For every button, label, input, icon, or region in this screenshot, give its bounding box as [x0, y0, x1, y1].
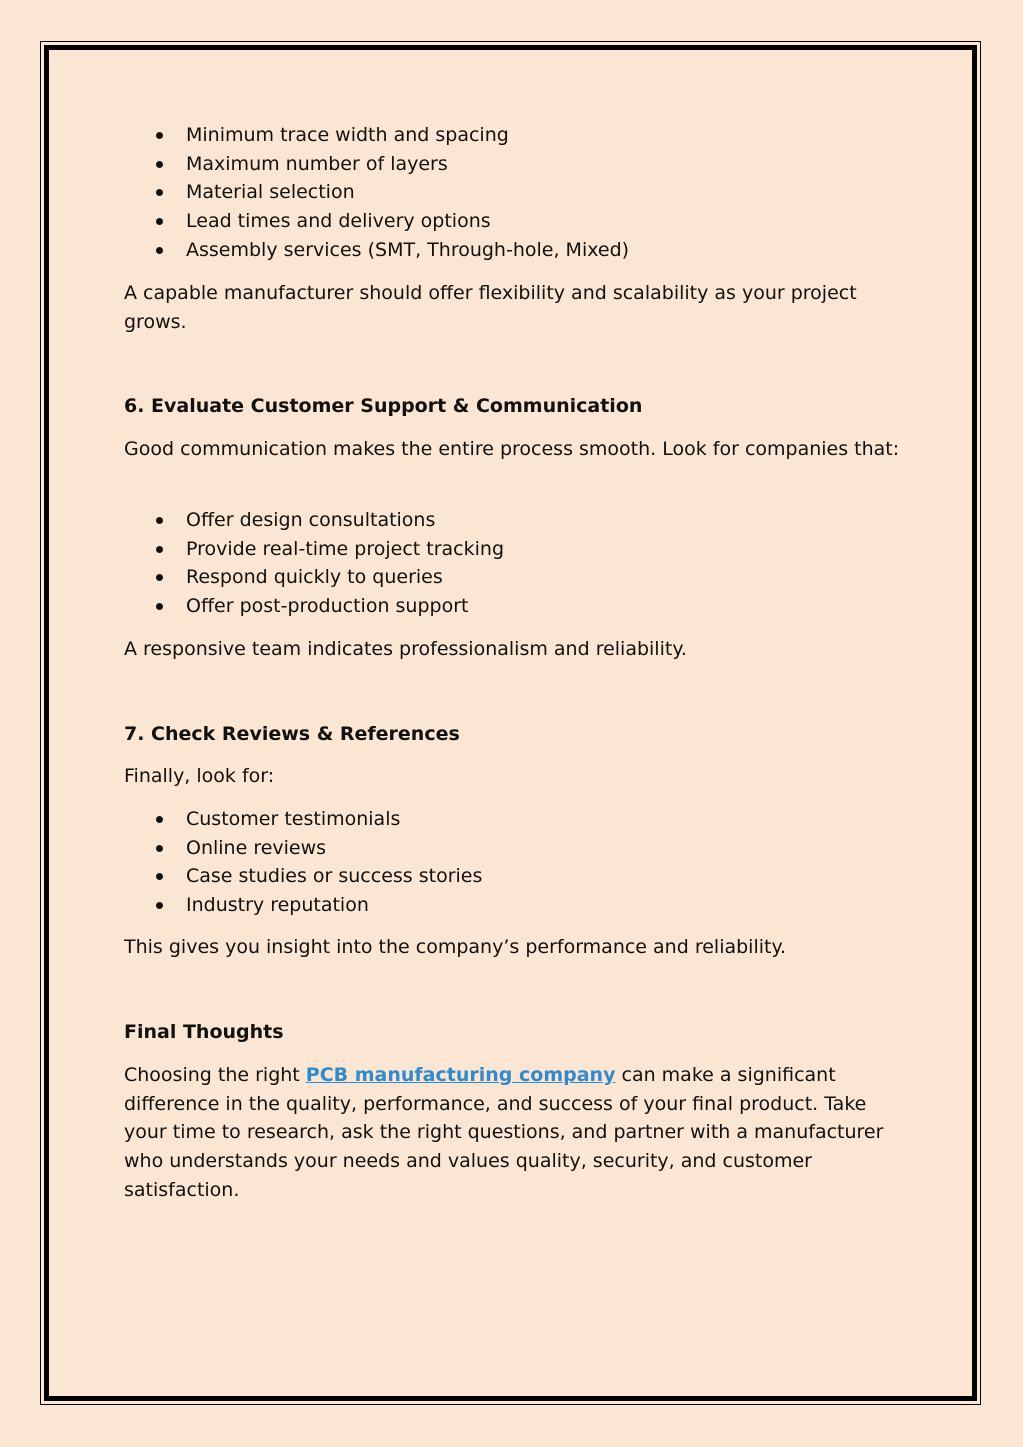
- section-6-heading: 6. Evaluate Customer Support & Communication: [124, 395, 643, 417]
- bullet-icon: [156, 218, 163, 225]
- list-item: Customer testimonials: [124, 805, 482, 834]
- bullet-icon: [156, 517, 163, 524]
- section-7-heading: 7. Check Reviews & References: [124, 723, 460, 745]
- section-7-closing: This gives you insight into the company’s performance and reliability.: [124, 936, 787, 958]
- list-item: Lead times and delivery options: [124, 207, 629, 236]
- reviews-list: [124, 805, 482, 920]
- bullet-icon: [156, 189, 163, 196]
- list-item: Industry reputation: [124, 891, 482, 920]
- bullet-icon: [156, 816, 163, 823]
- bullet-icon: [156, 546, 163, 553]
- list-item: Case studies or success stories: [124, 862, 482, 891]
- list-item: Online reviews: [124, 834, 482, 863]
- list-item: Material selection: [124, 178, 629, 207]
- bullet-icon: [156, 603, 163, 610]
- list-item: Maximum number of layers: [124, 150, 629, 179]
- bullet-icon: [156, 902, 163, 909]
- final-thoughts-heading: Final Thoughts: [124, 1021, 284, 1043]
- list-item: Minimum trace width and spacing: [124, 121, 629, 150]
- list-item: Respond quickly to queries: [124, 563, 504, 592]
- capability-paragraph: A capable manufacturer should offer flexibility and scalability as your project grows.: [124, 282, 857, 333]
- list-item: Assembly services (SMT, Through-hole, Mixed): [124, 236, 629, 265]
- section-6-closing: A responsive team indicates professionalism and reliability.: [124, 638, 687, 660]
- list-item: Offer design consultations: [124, 506, 504, 535]
- section-7-intro: Finally, look for:: [124, 765, 275, 787]
- capability-list: [124, 121, 629, 264]
- bullet-icon: [156, 873, 163, 880]
- bullet-icon: [156, 247, 163, 254]
- section-6-intro: Good communication makes the entire process smooth. Look for companies that:: [124, 438, 900, 460]
- support-list: [124, 506, 504, 621]
- bullet-icon: [156, 132, 163, 139]
- bullet-icon: [156, 845, 163, 852]
- pcb-manufacturing-link[interactable]: PCB manufacturing company: [305, 1064, 616, 1086]
- list-item: Provide real-time project tracking: [124, 535, 504, 564]
- final-thoughts-paragraph: Choosing the right PCB manufacturing company can make a significant difference in the quality, performance, and success of your final product. Take your time to research, ask the right questions, and partner with a manufacturer who understands your needs and values quality, security, and customer satisfaction.: [124, 1064, 884, 1201]
- bullet-icon: [156, 574, 163, 581]
- list-item: Offer post-production support: [124, 592, 504, 621]
- bullet-icon: [156, 161, 163, 168]
